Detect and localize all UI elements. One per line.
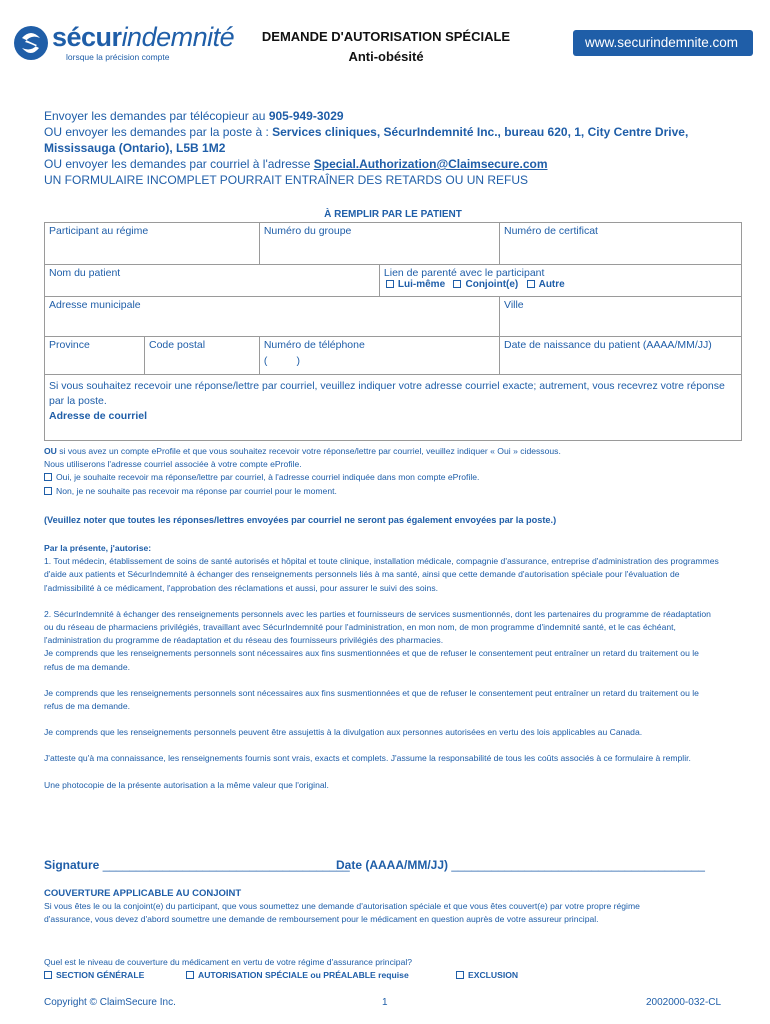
logo <box>12 22 235 64</box>
incomplete-warning: UN FORMULAIRE INCOMPLET POURRAIT ENTRAÎNER DES RETARDS OU UN REFUS <box>44 173 529 187</box>
signature-row <box>44 858 350 872</box>
eprofile-no-option[interactable]: Non, je ne souhaite pas recevoir ma réponse par courriel pour le moment. <box>44 485 744 498</box>
form-title: DEMANDE D'AUTORISATION SPÉCIALE <box>261 29 511 44</box>
email-line: OU envoyer les demandes par courriel à l'adresse Special.Authorization@Claimsecure.com <box>44 157 548 171</box>
option-special-auth[interactable]: AUTORISATION SPÉCIALE ou PRÉALABLE requise <box>186 969 409 982</box>
rel-self-checkbox[interactable]: Lui-même <box>386 279 445 290</box>
spouse-block <box>44 887 654 927</box>
footer-form-code: 2002000-032-CL <box>646 997 722 1008</box>
intro-block <box>44 108 744 188</box>
patient-name-field[interactable]: Nom du patient <box>45 265 380 297</box>
date-label: Date (AAAA/MM/JJ) <box>336 858 449 872</box>
authorization-p5: J'atteste qu'à ma connaissance, les renseignements fournis sont vrais, exacts et complets. J'assume la responsabilité de tous les coûts associés à ce formulaire à remplir. <box>44 753 691 764</box>
fax-number: 905-949-3029 <box>268 109 344 123</box>
authorization-p3: Je comprends que les renseignements personnels sont nécessaires aux fins susmentionnées et que de refuser le consentement peut entraîner un retard du traitement ou le refus de ma demande. <box>44 687 699 712</box>
checkbox-no[interactable] <box>44 487 52 495</box>
coverage-question: Quel est le niveau de couverture du médicament en vertu de votre régime d'assurance principal? <box>44 957 413 967</box>
eprofile-yes-option[interactable]: Oui, je souhaite recevoir ma réponse/lettre par courriel, à l'adresse courriel indiquée dans mon compte eProfile. <box>44 471 744 484</box>
authorization-p2: 2. SécurIndemnité à échanger des renseignements personnels avec les parties et fournisseurs de services susmentionnés, dont les partenaires du programme de réadaptation ou du réseau de pharmaciens privilégiés, travaillant avec SécurIndemnité pour l'administration, en mon nom, de mon programme d'indemnité santé, et le cas échéant, l'administration du programme de réadaptation et du réseau des fournisseurs privilégiés des pharmacies. <box>44 608 711 646</box>
postal-code-field[interactable]: Code postal <box>145 337 260 375</box>
address-field[interactable]: Adresse municipale <box>45 297 500 337</box>
rel-spouse-checkbox[interactable]: Conjoint(e) <box>453 279 518 290</box>
authorization-p1: 1. Tout médecin, établissement de soins de santé autorisés et hôpital et toute clinique, installation médicale, compagnie d'assurance, entreprise d'administration des programmes d'aide aux patients et SécurIndemnité à échanger des renseignements personnels liés à ma santé, ainsi que cette demande d'autorisation spéciale pour l'évaluation de l'admissibilité à ce médicament, l'approbation des réclamations et aussi, pour assurer le suivi des soins. <box>44 556 719 593</box>
participant-field[interactable]: Participant au régime <box>45 223 260 265</box>
eprofile-block: OU si vous avez un compte eProfile et que vous souhaitez recevoir votre réponse/lettre par courriel, veuillez indiquer « Oui » cidessous. Nous utiliserons l'adresse courriel associée à votre compte eProfile. Oui, je souhaite recevoir ma réponse/lettre par courriel, à l'adresse courriel indiquée dans mon compte eProfile. Non, je ne souhaite pas recevoir ma réponse par courriel pour le moment. <box>44 445 744 498</box>
email-link[interactable]: Special.Authorization@Claimsecure.com <box>313 157 548 171</box>
authorization-p4: Je comprends que les renseignements personnels peuvent être assujettis à la divulgation aux personnes autorisées en vertu des lois applicables au Canada. <box>44 727 643 738</box>
logo-wordmark: sécurindemnité <box>52 22 235 52</box>
email-note: Si vous souhaitez recevoir une réponse/lettre par courriel, veuillez indiquer votre adresse courriel exacte; autrement, vous recevrez votre réponse par la poste. <box>49 380 725 407</box>
spouse-text: Si vous êtes le ou la conjoint(e) du participant, que vous soumettez une demande d'autorisation spéciale et que vous êtes couvert(e) par votre propre régime d'assurance, vous devez d'abord soumettre une demande de remboursement pour le médicament en question auprès de votre assureur principal. <box>44 901 640 925</box>
post-line: OU envoyer les demandes par la poste à : Services cliniques, SécurIndemnité Inc., bureau 620, 1, City Centre Drive, Mississauga (Ontario), L5B 1M2 <box>44 125 689 155</box>
email-field[interactable] <box>45 375 742 441</box>
checkbox-yes[interactable] <box>44 473 52 481</box>
form-subtitle: Anti-obésité <box>348 49 424 64</box>
option-exclusion[interactable]: EXCLUSION <box>456 969 518 982</box>
province-field[interactable]: Province <box>45 337 145 375</box>
footer-page-number: 1 <box>382 997 388 1008</box>
group-number-field[interactable]: Numéro du groupe <box>259 223 499 265</box>
rel-other-checkbox[interactable]: Autre <box>527 279 565 290</box>
city-field[interactable]: Ville <box>500 297 742 337</box>
authorization-heading: Par la présente, j'autorise: <box>44 543 152 553</box>
phone-area-code: ( ) <box>263 355 301 367</box>
signature-line[interactable]: _____________________________________ <box>102 858 350 872</box>
fax-line: Envoyer les demandes par télécopieur au 905-949-3029 <box>44 109 344 123</box>
spouse-heading: COUVERTURE APPLICABLE AU CONJOINT <box>44 888 242 899</box>
logo-tagline: lorsque la précision compte <box>66 52 170 62</box>
website-banner <box>573 30 753 56</box>
dob-field[interactable]: Date de naissance du patient (AAAA/MM/JJ) <box>500 337 742 375</box>
signature-label: Signature <box>44 858 100 872</box>
certificate-number-field[interactable]: Numéro de certificat <box>500 223 742 265</box>
email-label: Adresse de courriel <box>49 410 148 422</box>
logo-swoosh-icon <box>12 24 50 62</box>
phone-field[interactable]: Numéro de téléphone ( ) <box>259 337 499 375</box>
date-line[interactable]: ______________________________________ <box>451 858 705 872</box>
option-general[interactable]: SECTION GÉNÉRALE <box>44 969 144 982</box>
authorization-p2b: Je comprends que les renseignements personnels sont nécessaires aux fins susmentionnées et que de refuser le consentement peut entraîner un retard du traitement ou le refus de ma demande. <box>44 648 699 672</box>
authorization-block <box>44 542 720 792</box>
patient-section-heading: À REMPLIR PAR LE PATIENT <box>324 209 462 220</box>
date-row <box>336 858 705 872</box>
patient-form-table <box>44 222 742 441</box>
authorization-p6: Une photocopie de la présente autorisation a la même valeur que l'original. <box>44 779 329 790</box>
relationship-field: Lien de parenté avec le participant Lui-même Conjoint(e) Autre <box>379 265 741 297</box>
website-link[interactable]: www.securindemnite.com <box>585 35 739 50</box>
email-note-bold: (Veuillez noter que toutes les réponses/lettres envoyées par courriel ne seront pas également envoyées par la poste.) <box>44 515 557 525</box>
footer-copyright: Copyright © ClaimSecure Inc. <box>44 997 176 1008</box>
